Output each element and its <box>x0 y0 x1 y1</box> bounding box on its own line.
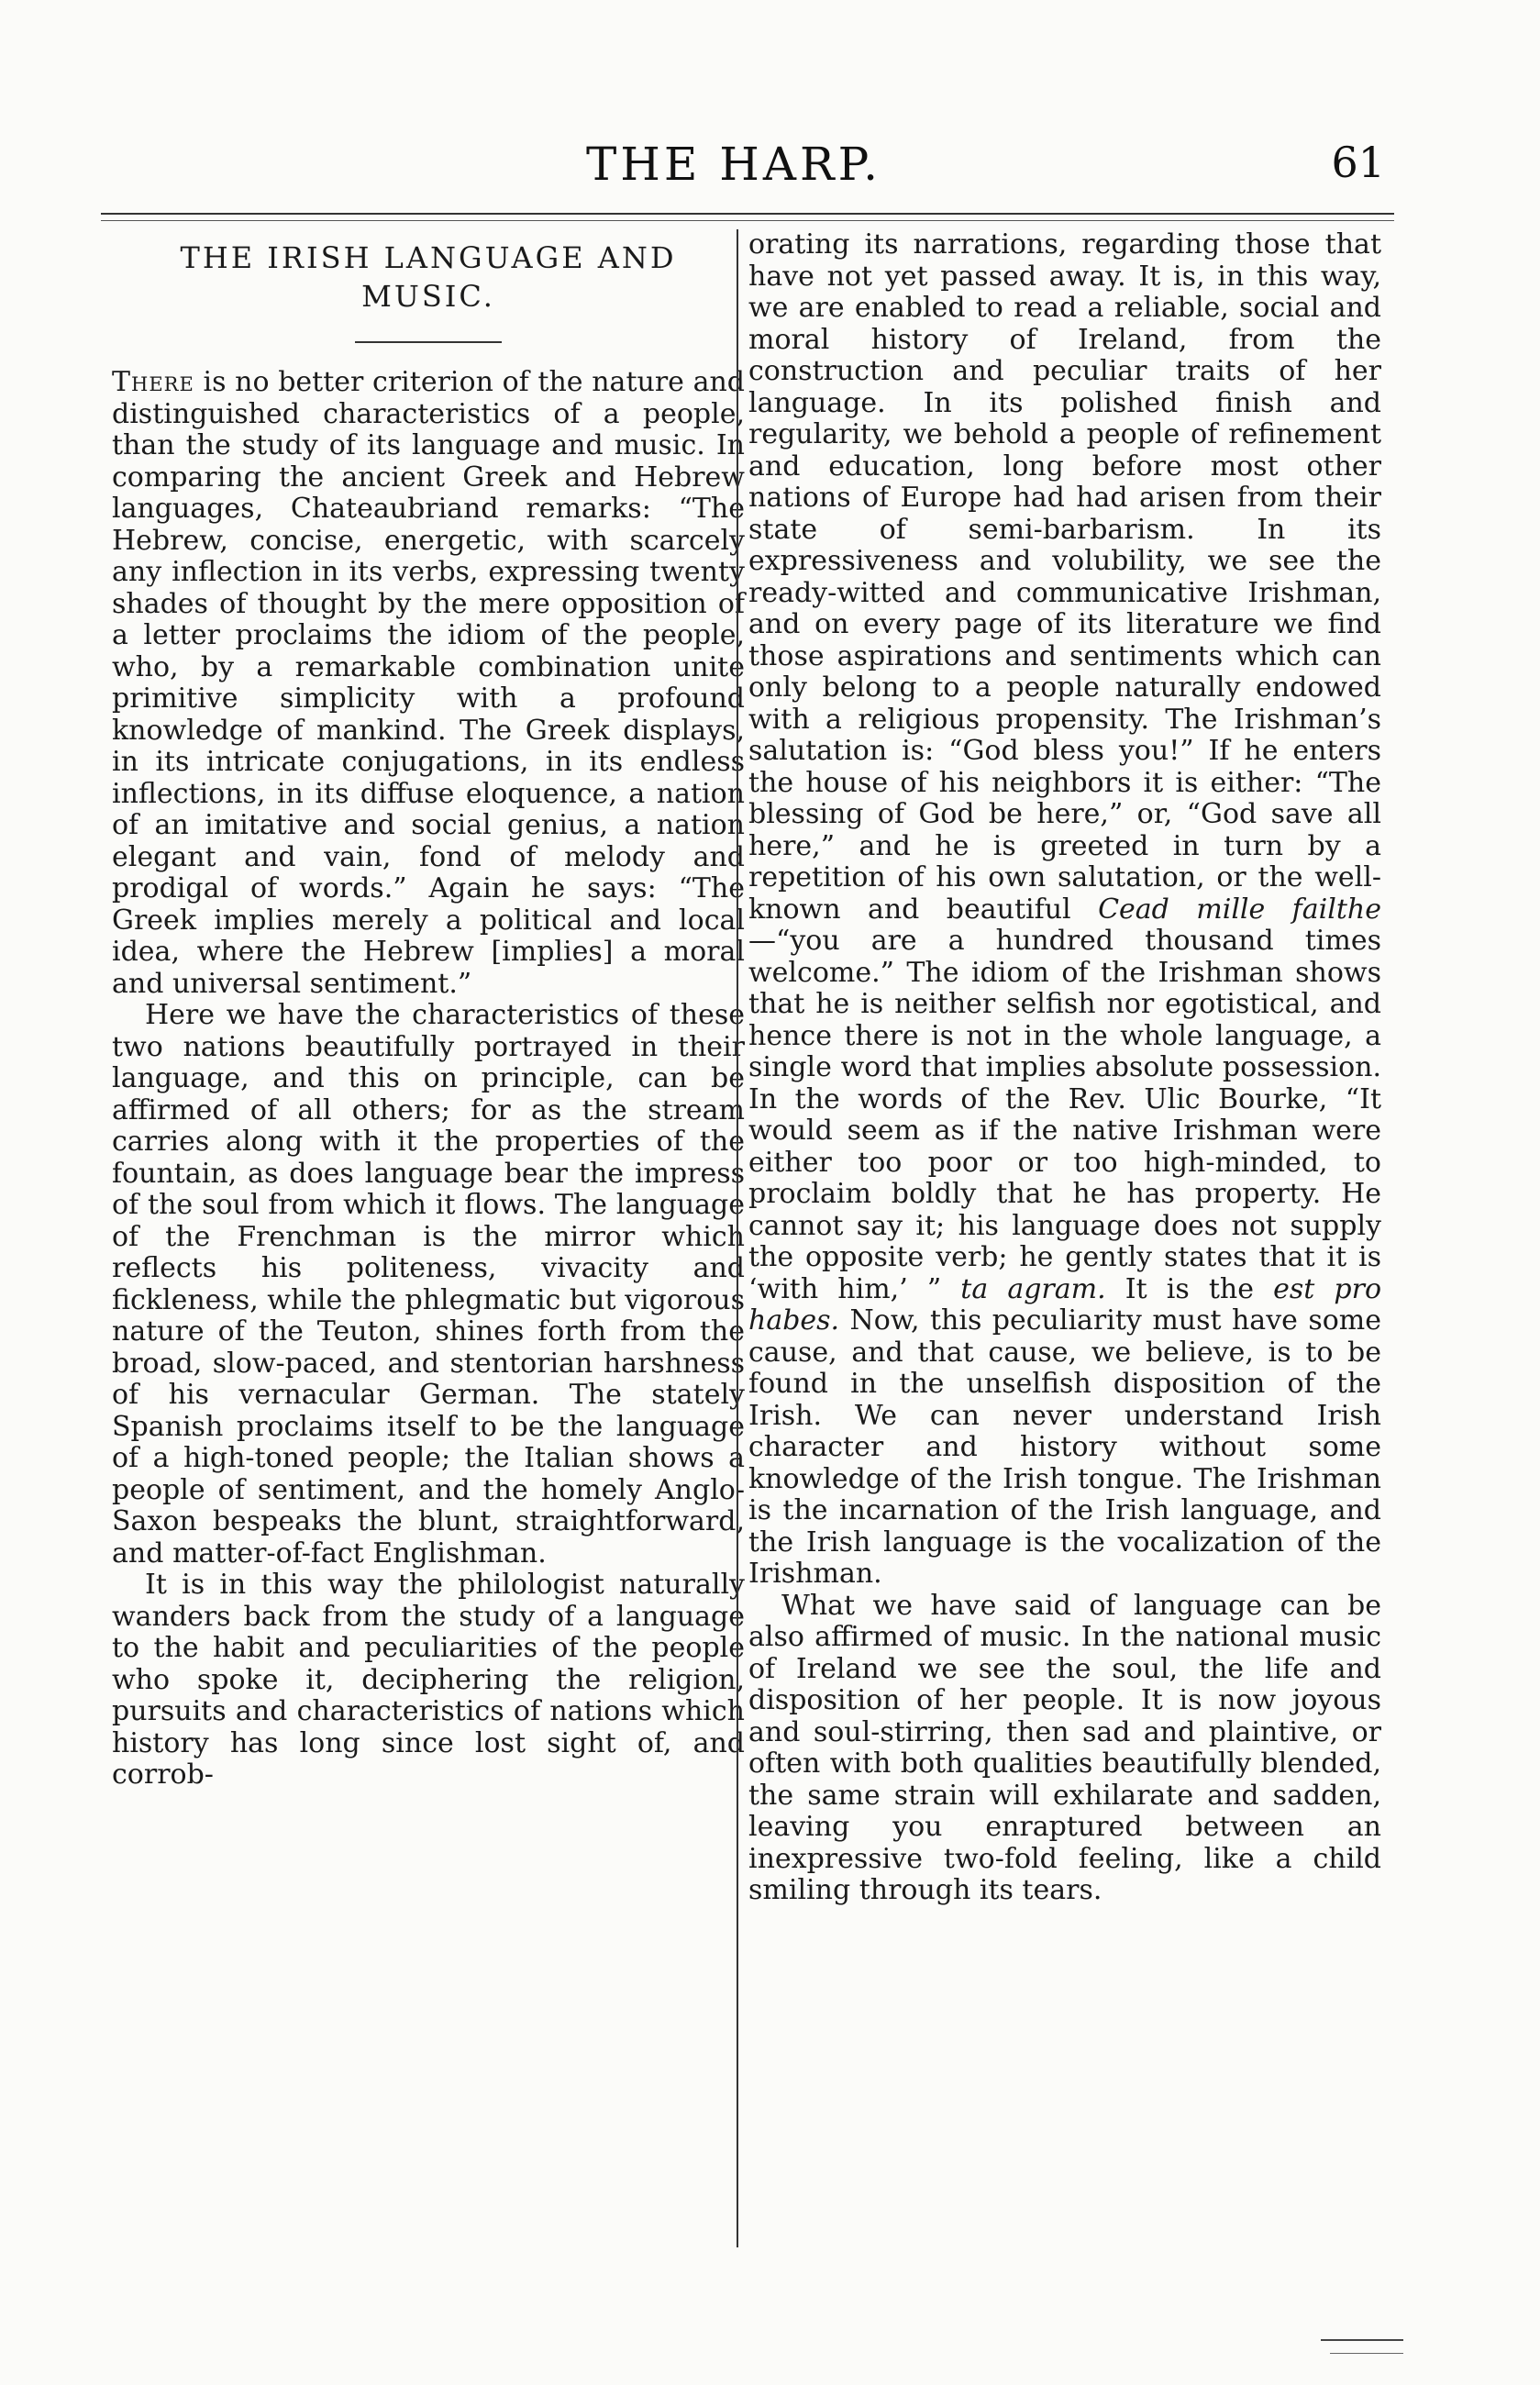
paragraph-3: It is in this way the philologist naturally wanders back from the study of a language to the habit and peculiarities of the people who spoke it, deciphering the religion, pursuits and characteristics of nations which history has long since lost sight of, and corrob- <box>112 1569 745 1791</box>
left-column <box>112 229 745 2284</box>
paragraph-4-text-c: It is the <box>1105 1272 1274 1305</box>
paragraph-1 <box>112 367 745 1000</box>
drop-lead-word: There <box>112 366 194 398</box>
header-rule-thin <box>101 220 1394 221</box>
publication-title: THE HARP. <box>585 138 882 191</box>
header-rule <box>101 213 1394 215</box>
paragraph-2: Here we have the characteristics of these two nations beautifully portrayed in their language, and this on principle, can be affirmed of all others; for as the stream carries along with it the properties of the fountain, as does language bear the impress of the soul from which it flows. The language of the Frenchman is the mirror which reflects his politeness, vivacity and fickleness, while the phlegmatic but vigorous nature of the Teuton, shines forth from the broad, slow-paced, and stentorian harshness of his vernacular German. The stately Spanish proclaims itself to be the language of a high-toned people; the Italian shows a people of sentiment, and the homely Anglo-Saxon bespeaks the blunt, straightforward, and matter-of-fact Englishman. <box>112 999 745 1570</box>
article-title: THE IRISH LANGUAGE AND MUSIC. <box>180 240 677 314</box>
running-head <box>83 138 1385 211</box>
irish-phrase-cead-mille-failthe: Cead mille failthe <box>1098 893 1381 926</box>
bottom-rule <box>1321 2339 1403 2341</box>
title-rule <box>355 341 502 343</box>
latin-phrase-est-pro-habes: est pro habes. <box>748 1272 1382 1337</box>
irish-phrase-ta-agram: ta agram. <box>960 1272 1106 1305</box>
paragraph-4-text-a: orating its narrations, regarding those that have not yet passed away. It is, in this way, we are enabled to read a reliable, social and moral history of Ireland, from the construction and peculiar traits of her language. In its polished finish and regularity, we behold a people of refinement and education, long before most other nations of Europe had had arisen from their state of semi-barbarism. In its expressiveness and volubility, we see the ready-witted and communicative Irishman, and on every page of its literature we find those aspirations and sentiments which can only belong to a people naturally endowed with a religious propensity. The Irishman’s salutation is: “God bless you!” If he enters the house of his neighbors it is either: “The blessing of God be here,” or, “God save all here,” and he is greeted in turn by a repetition of his own salutation, or the well-known and beautiful <box>748 228 1381 926</box>
paragraph-5: What we have said of language can be also affirmed of music. In the national music of Ireland we see the soul, the life and disposition of her people. It is now joyous and soul-stirring, then sad and plaintive, or often with both qualities beautifully blended, the same strain will exhilarate and sadden, leaving you enraptured between an inexpressive two-fold feeling, like a child smiling through its tears. <box>748 1589 1381 1906</box>
right-column <box>748 229 1381 2284</box>
bottom-rule-thin <box>1330 2353 1403 2354</box>
paragraph-4 <box>748 229 1381 1591</box>
paragraph-1-text: is no better criterion of the nature and distinguished characteristics of a people, than the study of its language and music. In comparing the ancient Greek and Hebrew languages, Chateaubriand remarks: “The Hebrew, concise, energetic, with scarcely any inflection in its verbs, expressing twenty shades of thought by the mere opposition of a letter proclaims the idiom of the people, who, by a remarkable combination unite primitive simplicity with a profound knowledge of mankind. The Greek displays, in its intricate conjugations, in its endless inflections, in its diffuse eloquence, a nation of an imitative and social genius, a nation elegant and vain, fond of melody and prodigal of words.” Again he says: “The Greek implies merely a political and local idea, where the Hebrew [implies] a moral and universal sentiment.” <box>112 366 745 1000</box>
paragraph-4-text-d: Now, this peculiarity must have some cause, and that cause, we believe, is to be found in the unselfish disposition of the Irish. We can never understand Irish character and history without some knowledge of the Irish tongue. The Irishman is the incarnation of the Irish language, and the Irish language is the vocalization of the Irishman. <box>748 1304 1381 1590</box>
page-number: 61 <box>1331 138 1385 187</box>
column-divider <box>737 229 738 2247</box>
paragraph-4-text-b: —“you are a hundred thousand times welcome.” The idiom of the Irishman shows that he is neither selfish nor egotistical, and hence there is not in the whole language, a single word that implies absolute possession. In the words of the Rev. Ulic Bourke, “It would seem as if the native Irishman were either too poor or too high-minded, to proclaim boldly that he has property. He cannot say it; his language does not supply the opposite verb; he gently states that it is ‘with him,’ ” <box>748 925 1381 1305</box>
